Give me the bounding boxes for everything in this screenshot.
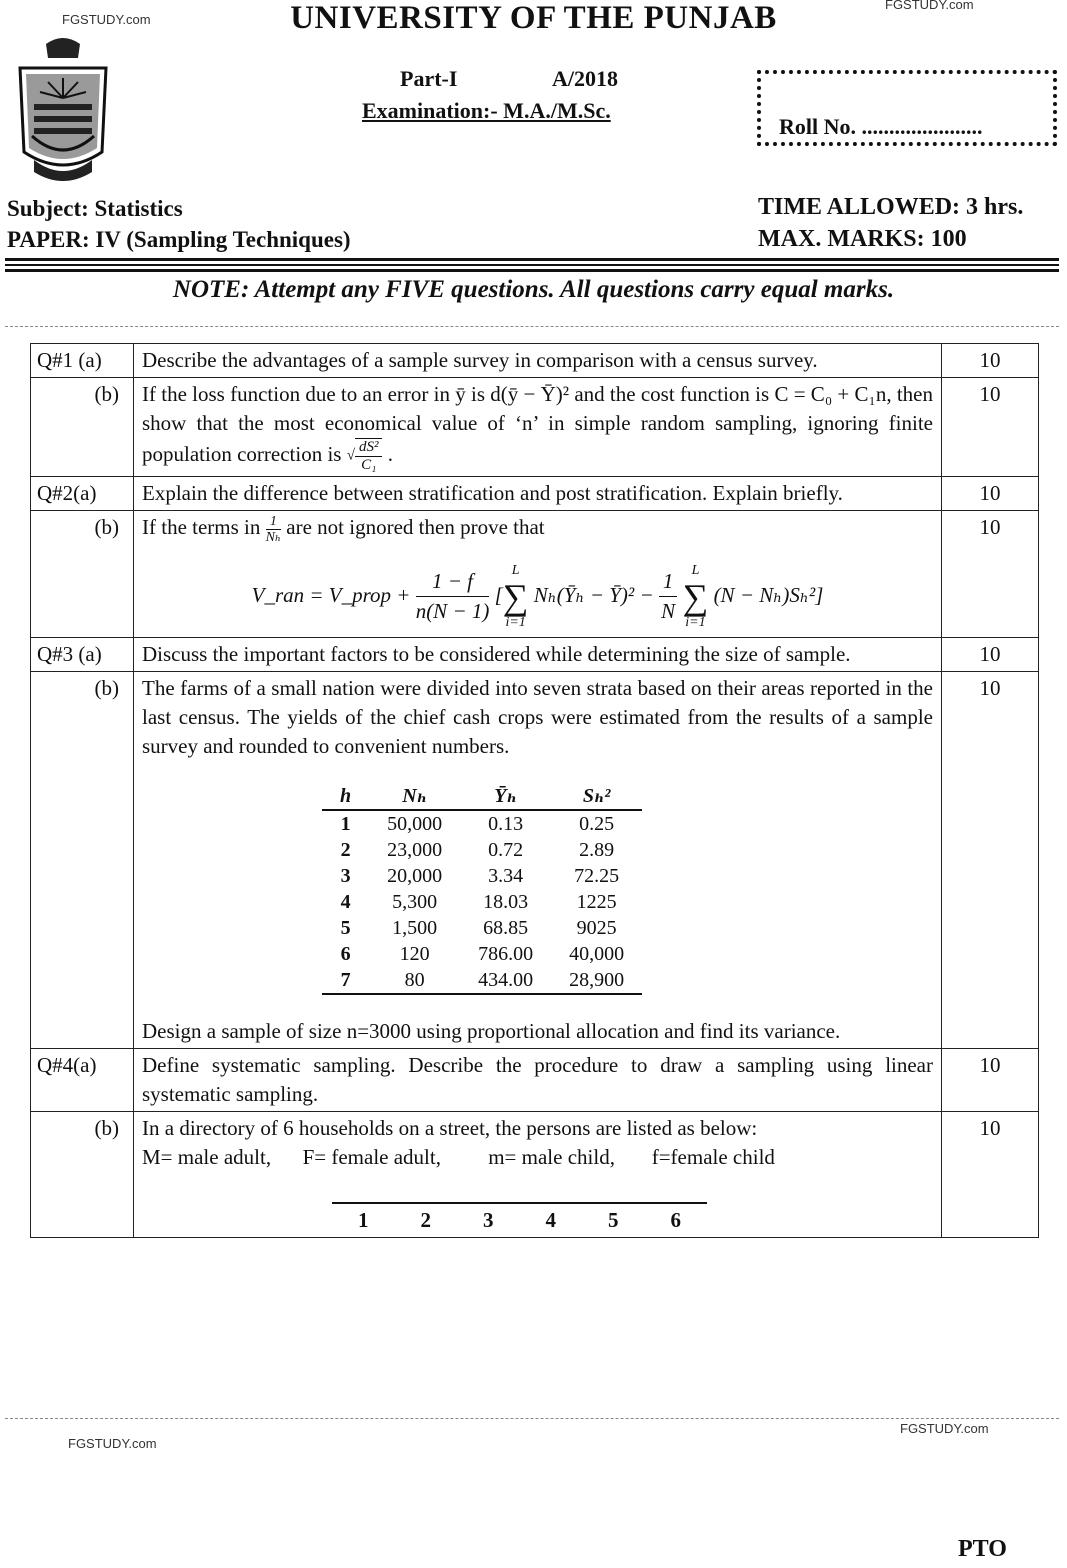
question-marks: 10: [942, 671, 1039, 1048]
question-row: [31, 344, 1039, 378]
watermark-top-right: FGSTUDY.com: [885, 0, 974, 12]
question-text: Describe the advantages of a sample survey in comparison with a census survey.: [134, 344, 942, 378]
sqrt-expression: √ $\frac{\text{dS²}}{\text{C₁}}$: [347, 438, 383, 474]
strata-header: Sₕ²: [551, 783, 642, 810]
question-marks: 10: [942, 477, 1039, 511]
examination-label: Examination:- M.A./M.Sc.: [362, 98, 611, 123]
question-number: Q#1 (a): [31, 344, 134, 378]
strata-row: 7 80 434.00 28,900: [322, 967, 642, 994]
header-rule-3: [5, 269, 1059, 272]
question-text: The farms of a small nation were divided into seven strata based on their areas reported in the last census. The yields of the chief cash crops were estimated from the results of a sample survey and rounded to convenient numbers. h Nₕ Ȳₕ Sₕ² 1 50,000 0.13 0.25 2 23,000 0.72 2.89 3 20,000 3.34 72.25 4 5,300 18.03 1225 5 1,500 68.85 9025 6 120 786.00 40,000 7 80 434.00 28,900 Design a sample of size n=3000 using proportional allocation and find its variance.: [134, 671, 942, 1048]
university-title: UNIVERSITY OF THE PUNJAB: [290, 0, 777, 36]
question-row: [31, 637, 1039, 671]
question-row: [31, 1048, 1039, 1111]
watermark-bottom-left: FGSTUDY.com: [68, 1436, 157, 1451]
strata-row: 2 23,000 0.72 2.89: [340, 838, 615, 861]
questions-table: [30, 343, 1039, 1238]
strata-row: 6 120 786.00 40,000: [340, 942, 625, 965]
question-number: (b): [94, 382, 119, 406]
question-text: Explain the difference between stratification and post stratification. Explain briefly.: [134, 477, 942, 511]
question-text: Discuss the important factors to be considered while determining the size of sample.: [134, 637, 942, 671]
fraction-one-over-nh: $\frac{1}{\text{Nₕ}}$: [265, 513, 282, 545]
roll-number-field[interactable]: Roll No. ......................: [779, 114, 983, 139]
subject-label: Subject: Statistics: [7, 196, 183, 221]
strata-row: 1 50,000 0.13 0.25: [340, 812, 615, 835]
strata-header: h: [322, 783, 369, 810]
variance-formula: V_ran = V_prop + $\frac{1 - f}{n(N - 1)}$ [L ∑ i=1 Nₕ(Ȳₕ − Ȳ)² − $\frac{1}{N}$ L ∑ i=1 (N − Nₕ)Sₕ²]: [251, 562, 824, 630]
question-number: (b): [94, 1115, 119, 1140]
question-marks: 10: [942, 1111, 1039, 1237]
question-number: Q#2(a): [31, 477, 134, 511]
part-label: Part-I: [400, 66, 458, 91]
roll-number-box: [757, 70, 1057, 146]
watermark-top-left: FGSTUDY.com: [62, 12, 151, 27]
pto-label: PTO: [958, 1536, 1007, 1562]
question-text: If the terms in $\frac{1}{\text{Nₕ}}$ are not ignored then prove that V_ran = V_prop + $\frac{1 - f}{n(N - 1)}$ [L ∑ i=1 Nₕ(Ȳₕ − Ȳ)² − $\frac{1}{N}$ L ∑ i=1 (N − Nₕ)Sₕ²]: [134, 511, 942, 638]
strata-table: [322, 783, 642, 995]
question-text: If the loss function due to an error in ȳ is d(ȳ − Ȳ)² and the cost function is C = C₀ + C₁n, then show that the most economical value of ‘n’ in simple random sampling, ignoring finite population correction is √ $\frac{\text{dS²}}{\text{C₁}}$ .: [134, 378, 942, 477]
question-number: Q#3 (a): [31, 637, 134, 671]
question-row: [31, 378, 1039, 477]
header-rule-2: [5, 264, 1059, 266]
strata-row: 5 1,500 68.85 9025: [340, 916, 617, 939]
strata-row: 4 5,300 18.03 1225: [340, 890, 617, 913]
question-row: [31, 1111, 1039, 1237]
question-row: [31, 477, 1039, 511]
question-text: In a directory of 6 households on a street, the persons are listed as below: M= male adult, F= female adult, m= male child, f=female child 1 2 3 4 5 6: [134, 1111, 942, 1237]
question-number: (b): [94, 675, 119, 700]
paper-label: PAPER: IV (Sampling Techniques): [7, 227, 351, 252]
university-seal-logo: [12, 32, 114, 182]
dashed-divider: [5, 1418, 1059, 1419]
dashed-divider: [5, 326, 1059, 327]
question-marks: 10: [942, 1048, 1039, 1111]
question-row: [31, 511, 1039, 638]
time-allowed-label: TIME ALLOWED: 3 hrs.: [758, 194, 1024, 220]
question-number: (b): [94, 515, 119, 539]
session-label: A/2018: [552, 66, 618, 91]
question-marks: 10: [942, 344, 1039, 378]
question-marks: 10: [942, 637, 1039, 671]
household-legend: M= male adult, F= female adult, m= male child, f=female child: [142, 1144, 775, 1169]
exam-note: NOTE: Attempt any FIVE questions. All questions carry equal marks.: [172, 276, 895, 303]
strata-row: 3 20,000 3.34 72.25: [340, 864, 620, 887]
watermark-bottom-right: FGSTUDY.com: [900, 1421, 989, 1436]
strata-header: Ȳₕ: [460, 783, 551, 810]
max-marks-label: MAX. MARKS: 100: [758, 226, 967, 252]
strata-header: Nₕ: [369, 783, 460, 810]
question-text: Define systematic sampling. Describe the procedure to draw a sampling using linear systematic sampling.: [134, 1048, 942, 1111]
question-marks: 10: [942, 378, 1039, 477]
question-marks: 10: [942, 511, 1039, 638]
household-table: 1 2 3 4 5 6: [332, 1202, 707, 1235]
header-rule: [5, 258, 1059, 261]
question-number: Q#4(a): [31, 1048, 134, 1111]
question-row: [31, 671, 1039, 1048]
